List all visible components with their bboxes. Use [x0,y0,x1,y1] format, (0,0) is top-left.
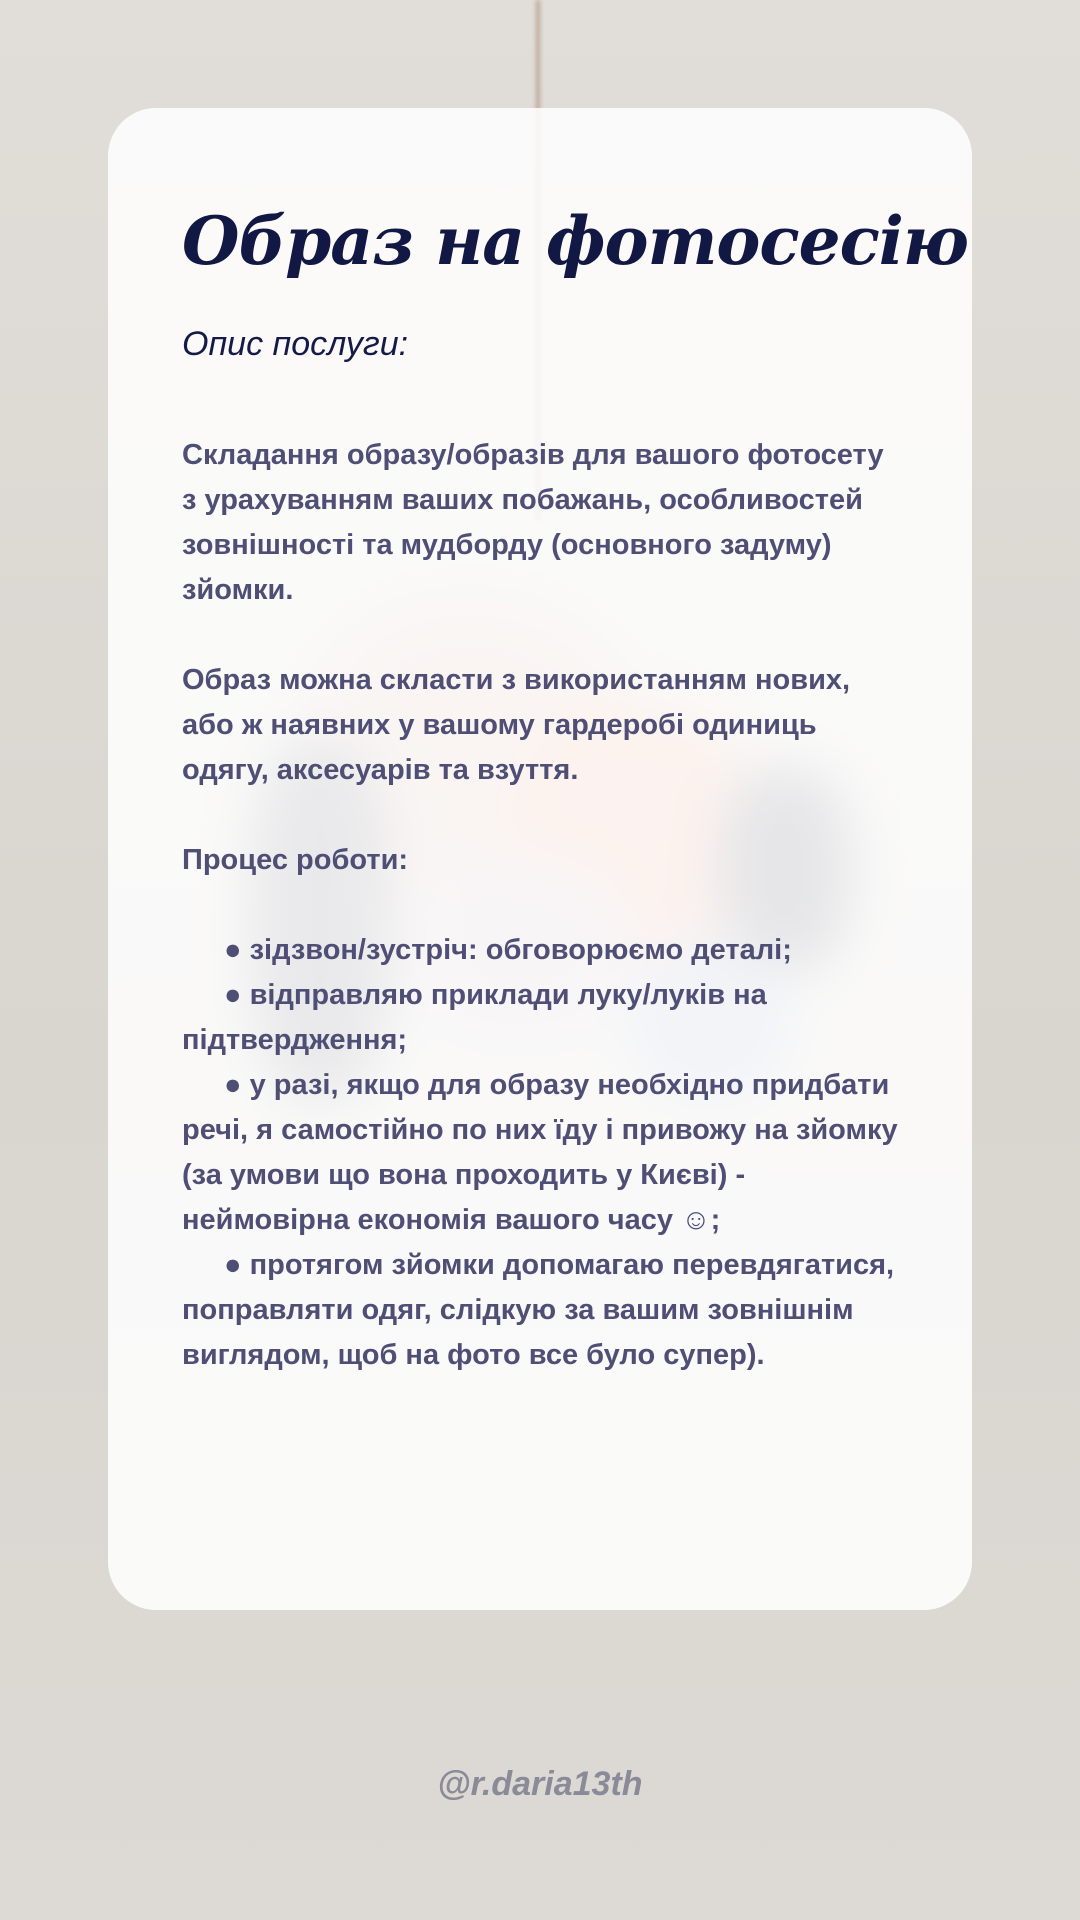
service-card [108,108,972,1610]
author-handle: @r.daria13th [437,1765,643,1803]
service-description [182,433,900,1378]
service-title: Образ на фотосесію [182,202,968,280]
bullet-icon: ● [224,1248,242,1281]
process-list-item: ● протягом зйомки допомагаю перевдягатися, поправляти одяг, слідкую за вашим зовнішнім виглядом, щоб на фото все було супер). [182,1248,895,1371]
bullet-icon: ● [224,933,242,966]
description-paragraph: Образ можна скласти з використанням нових, або ж наявних у вашому гардеробі одиниць одягу, аксесуарів та взуття. [182,663,851,786]
description-paragraph: Складання образу/образів для вашого фотосету з урахуванням ваших побажань, особливостей зовнішності та мудборду (основного задуму) зйомки. [182,438,884,606]
process-list-item: ● зідзвон/зустріч: обговорюємо деталі; [224,933,792,966]
process-heading: Процес роботи: [182,843,409,876]
bullet-icon: ● [224,1068,242,1101]
process-list-item: ● відправляю приклади луку/луків на підтвердження; [182,978,767,1056]
service-description-label: Опис послуги: [182,324,409,363]
bullet-icon: ● [224,978,242,1011]
process-list-item: ● у разі, якщо для образу необхідно придбати речі, я самостійно по них їду і привожу на зйомку (за умови що вона проходить у Києві) - неймовірна економія вашого часу ☺; [182,1068,898,1236]
